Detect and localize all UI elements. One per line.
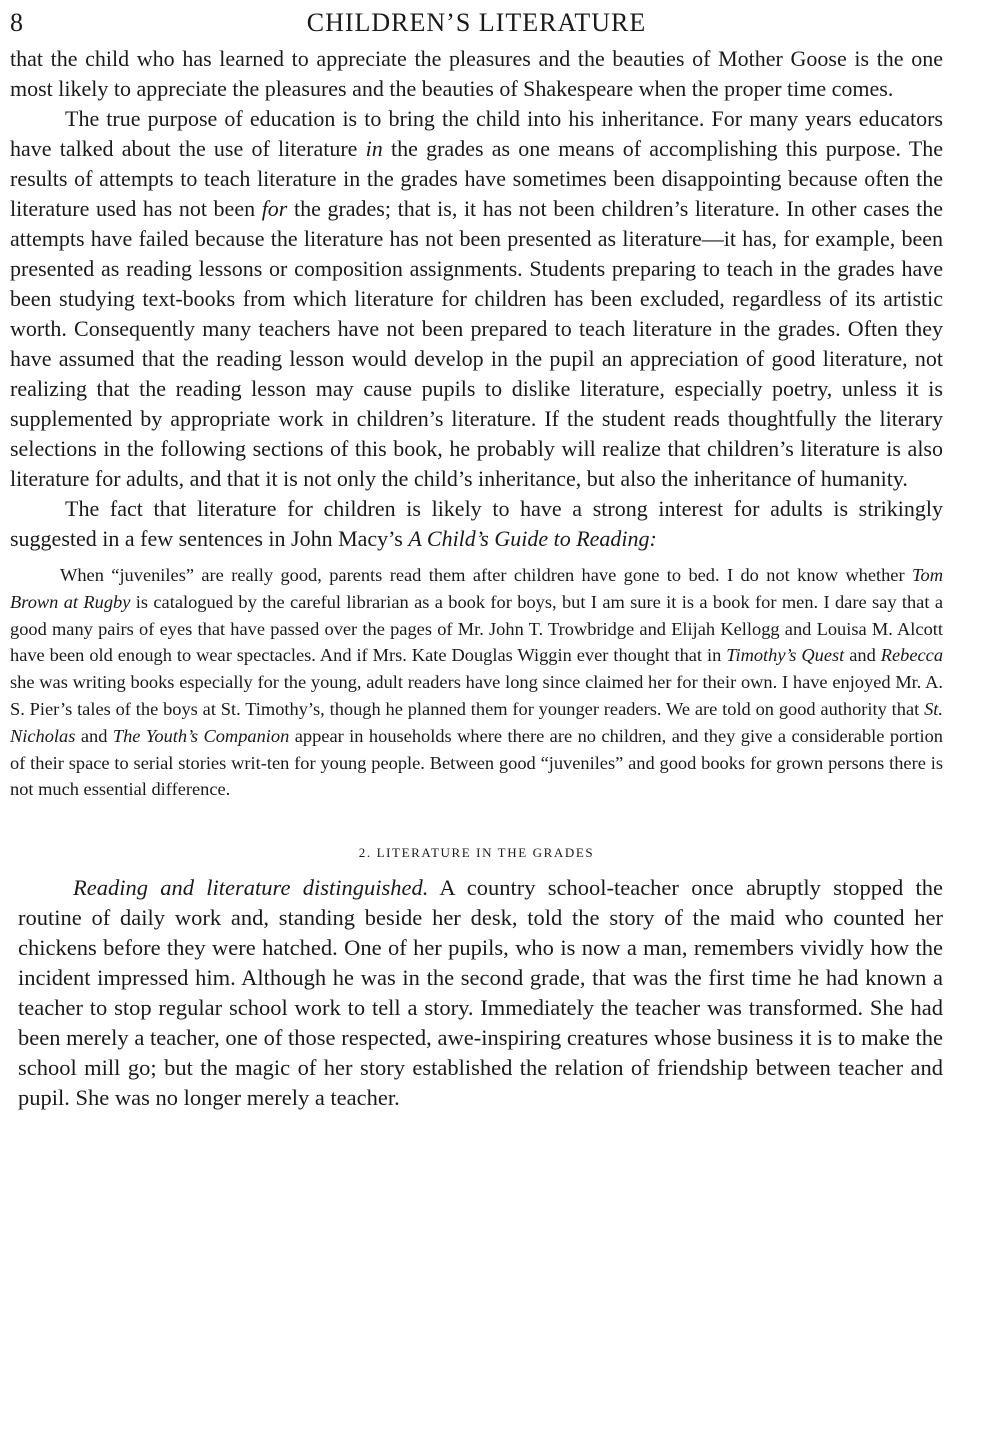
paragraph-lead-heading: Reading and literature distinguished.	[73, 875, 429, 901]
page-header	[10, 0, 943, 44]
page-number: 8	[10, 8, 24, 37]
paragraph-reading-literature	[18, 873, 943, 1113]
text-run: the grades; that is, it has not been children’s literature. In other cases the attempts have failed because the literature has not been presented as literature—it has, for example, been presented as reading lessons or composition assignments. Students preparing to teach in the grades have been studying text-books from which literature for children has been excluded, regardless of its artistic worth. Consequently many teachers have not been prepared to teach literature in the grades. Often they have assumed that the reading lesson would develop in the pupil an appreciation of good literature, not realizing that the reading lesson may cause pupils to dislike literature, especially poetry, unless it is supplemented by appropriate work in children’s literature. If the student reads thoughtfully the literary selections in the following sections of this book, he probably will realize that children’s literature is also literature for adults, and that it is not only the child’s inheritance, but also the inheritance of humanity.	[10, 196, 943, 491]
paragraph-continuation: that the child who has learned to appreciate the pleasures and the beauties of Mother Goose is the one most likely to appreciate the pleasures and the beauties of Shakespeare when the proper time comes.	[10, 46, 943, 101]
emphasis-in: in	[365, 136, 383, 161]
book-title-tom-brown: Tom Brown at Rugby	[10, 565, 943, 612]
text-run: and	[844, 645, 881, 666]
text-run: and	[75, 725, 113, 746]
book-page	[10, 0, 943, 1113]
book-title-rebecca: Rebecca	[880, 645, 944, 666]
text-run: is catalogued by the careful librarian as a book for boys, but I am sure it is a book for men. I dare say that a good many pairs of eyes that have passed over the pages of Mr. John T. Trowbridge and Elijah Kellogg and Louisa M. Alcott have been old enough to wear spectacles. And if Mrs. Kate Douglas Wiggin ever thought that in	[10, 591, 943, 666]
text-run: The true purpose of education is to bring the child into his inheritance. For many years educators have talked about the use of literature	[10, 106, 943, 161]
book-title-timothys-quest: Timothy’s Quest	[726, 645, 845, 666]
text-run: appear in households where there are no children, and they give a considerable portion of their space to serial stories writ-ten for young people. Between good “juveniles” and good books for grown persons there is not much essential difference.	[10, 725, 944, 800]
text-run: When “juveniles” are really good, parents read them after children have gone to bed. I do not know whether	[60, 565, 912, 585]
block-quote	[10, 562, 943, 803]
magazine-title-youths-companion: The Youth’s Companion	[112, 725, 290, 746]
emphasis-for: for	[261, 196, 288, 221]
section-literature-in-grades	[10, 873, 943, 1113]
book-title-childs-guide: A Child’s Guide to Reading:	[408, 526, 657, 551]
text-run: the grades as one means of accomplishing this purpose. The results of attempts to teach literature in the grades have sometimes been disappointing because often the literature used has not been	[10, 136, 943, 221]
paragraph-macy-intro	[10, 494, 943, 554]
running-title: CHILDREN’S LITERATURE	[306, 8, 647, 37]
paragraph-education-purpose	[10, 104, 943, 494]
text-run: The fact that literature for children is likely to have a strong interest for adults is strikingly suggested in a few sentences in John Macy’s	[10, 496, 943, 551]
section-heading: 2. LITERATURE IN THE GRADES	[358, 845, 595, 861]
main-text	[10, 44, 943, 554]
magazine-title-st-nicholas: St. Nicholas	[10, 698, 943, 746]
text-run: she was writing books especially for the young, adult readers have long since claimed her for their own. I have enjoyed Mr. A. S. Pier’s tales of the boys at St. Timothy’s, though he planned them for younger readers. We are told on good authority that	[10, 672, 943, 719]
text-run: A country school-teacher once abruptly stopped the routine of daily work and, standing beside her desk, told the story of the maid who counted her chickens before they were hatched. One of her pupils, who is now a man, remembers vividly how the incident impressed him. Although he was in the second grade, that was the first time he had known a teacher to stop regular school work to tell a story. Immediately the teacher was transformed. She had been merely a teacher, one of those respected, awe-inspiring creatures whose business it is to make the school mill go; but the magic of her story established the relation of friendship between teacher and pupil. She was no longer merely a teacher.	[18, 875, 943, 1111]
quote-paragraph	[10, 562, 943, 803]
